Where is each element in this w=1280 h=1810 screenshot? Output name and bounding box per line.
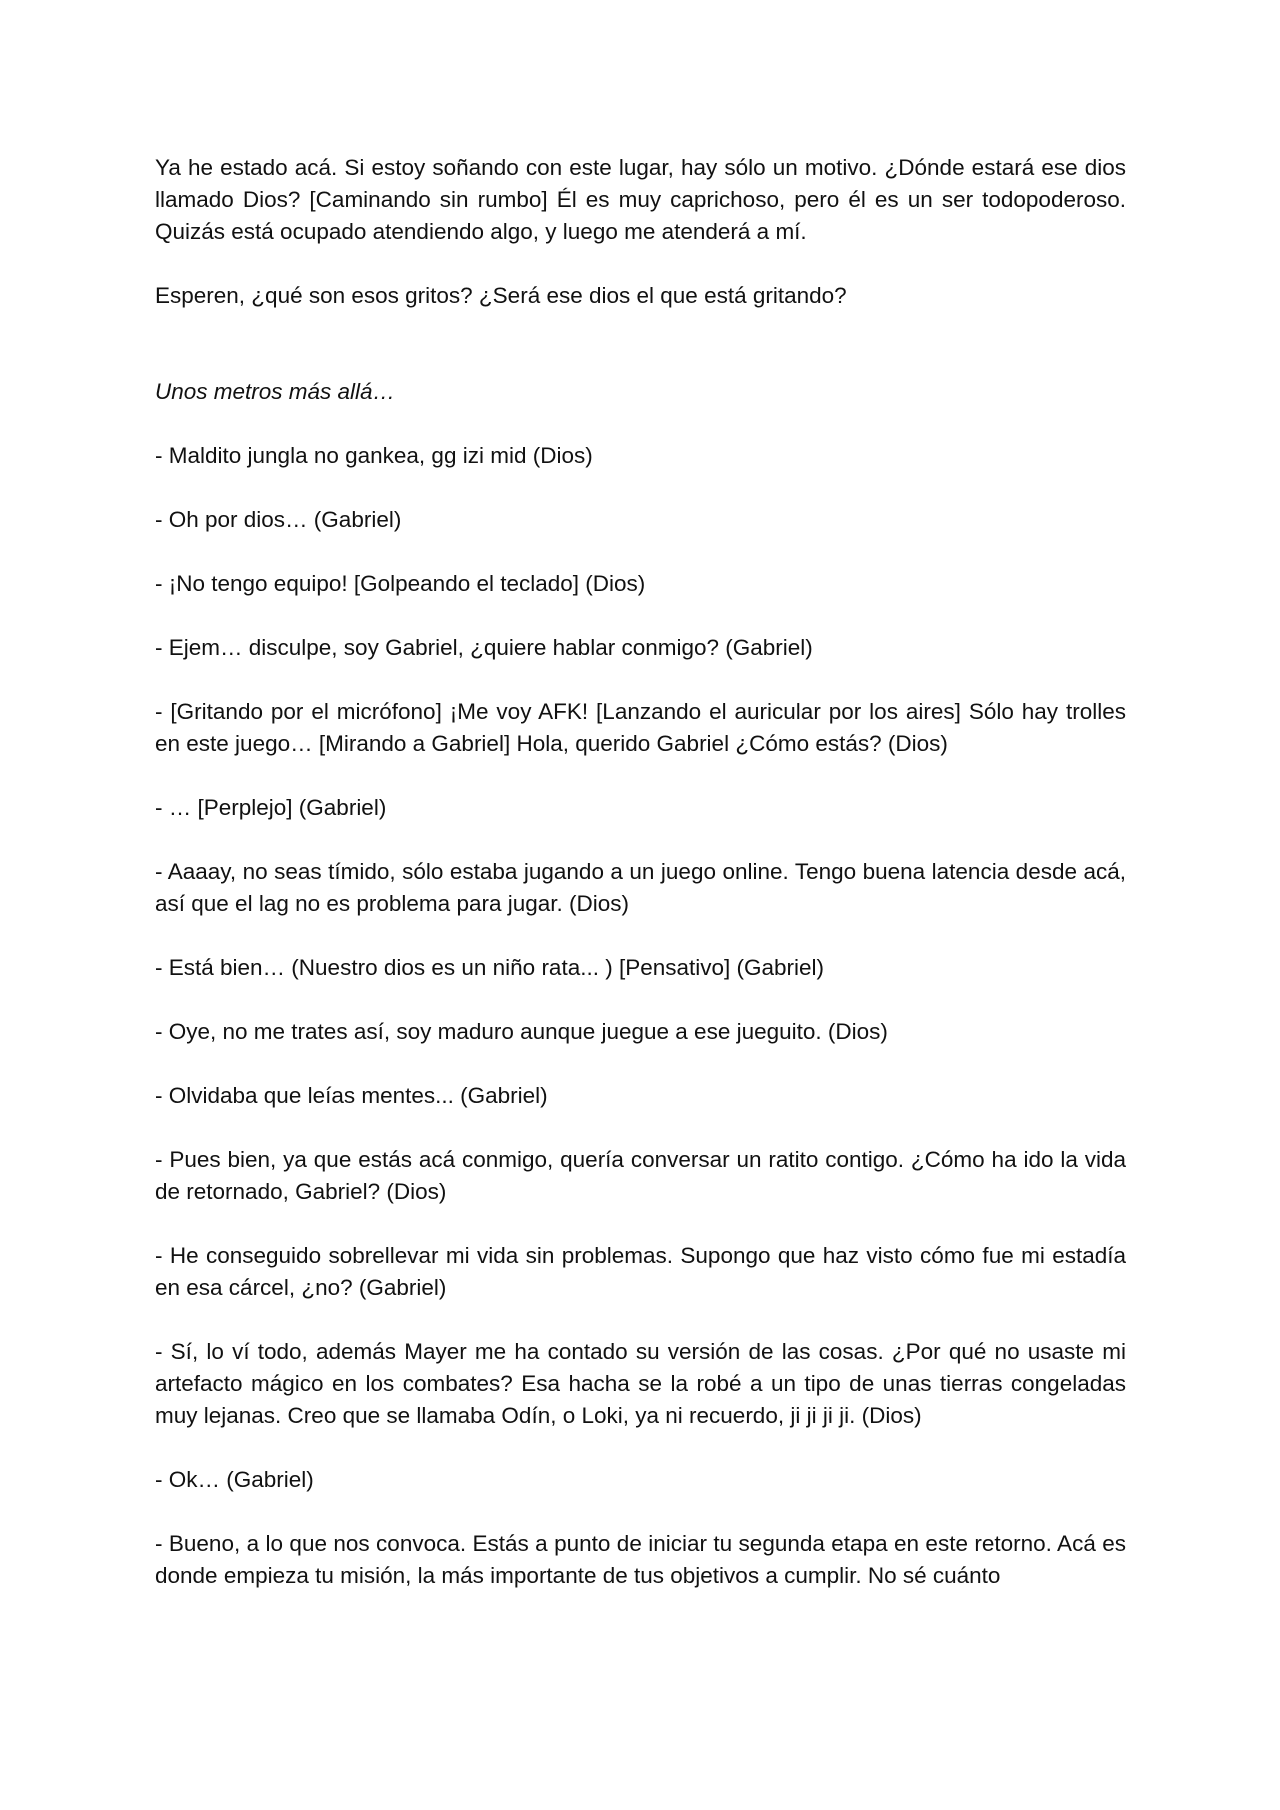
dialogue-line: - Olvidaba que leías mentes... (Gabriel) bbox=[155, 1083, 548, 1108]
dialogue-line: - Sí, lo ví todo, además Mayer me ha contado su versión de las cosas. ¿Por qué no usaste mi artefacto mágico en los combates? Esa hacha se la robé a un tipo de unas tierras congeladas muy lejanas. Creo que se llamaba Odín, o Loki, ya ni recuerdo, ji ji ji ji. (Dios) bbox=[155, 1339, 1126, 1428]
scene-transition: Unos metros más allá… bbox=[155, 379, 396, 404]
dialogue-line: - ¡No tengo equipo! [Golpeando el teclado] (Dios) bbox=[155, 571, 646, 596]
dialogue-line: - He conseguido sobrellevar mi vida sin problemas. Supongo que haz visto cómo fue mi estadía en esa cárcel, ¿no? (Gabriel) bbox=[155, 1243, 1126, 1300]
dialogue-line: - Aaaay, no seas tímido, sólo estaba jugando a un juego online. Tengo buena latencia desde acá, así que el lag no es problema para jugar. (Dios) bbox=[155, 859, 1126, 916]
dialogue-line: - Está bien… (Nuestro dios es un niño rata... ) [Pensativo] (Gabriel) bbox=[155, 955, 825, 980]
dialogue-line: - Oh por dios… (Gabriel) bbox=[155, 507, 402, 532]
dialogue-line: - Maldito jungla no gankea, gg izi mid (Dios) bbox=[155, 443, 593, 468]
dialogue-line: - [Gritando por el micrófono] ¡Me voy AFK! [Lanzando el auricular por los aires] Sólo hay trolles en este juego… [Mirando a Gabriel] Hola, querido Gabriel ¿Cómo estás? (Dios) bbox=[155, 699, 1126, 756]
dialogue-line: - Ok… (Gabriel) bbox=[155, 1467, 314, 1492]
dialogue-line: - Oye, no me trates así, soy maduro aunque juegue a ese jueguito. (Dios) bbox=[155, 1019, 888, 1044]
dialogue-line: - Pues bien, ya que estás acá conmigo, quería conversar un ratito contigo. ¿Cómo ha ido la vida de retornado, Gabriel? (Dios) bbox=[155, 1147, 1126, 1204]
dialogue-line: - … [Perplejo] (Gabriel) bbox=[155, 795, 387, 820]
narration-paragraph: Ya he estado acá. Si estoy soñando con este lugar, hay sólo un motivo. ¿Dónde estará ese dios llamado Dios? [Caminando sin rumbo] Él es muy caprichoso, pero él es un ser todopoderoso. Quizás está ocupado atendiendo algo, y luego me atenderá a mí. bbox=[155, 155, 1126, 244]
narration-paragraph: Esperen, ¿qué son esos gritos? ¿Será ese dios el que está gritando? bbox=[155, 283, 847, 308]
dialogue-line: - Bueno, a lo que nos convoca. Estás a punto de iniciar tu segunda etapa en este retorno. Acá es donde empieza tu misión, la más importante de tus objetivos a cumplir. No sé cuánto bbox=[155, 1531, 1126, 1588]
document-body bbox=[155, 152, 1126, 1624]
dialogue-line: - Ejem… disculpe, soy Gabriel, ¿quiere hablar conmigo? (Gabriel) bbox=[155, 635, 813, 660]
